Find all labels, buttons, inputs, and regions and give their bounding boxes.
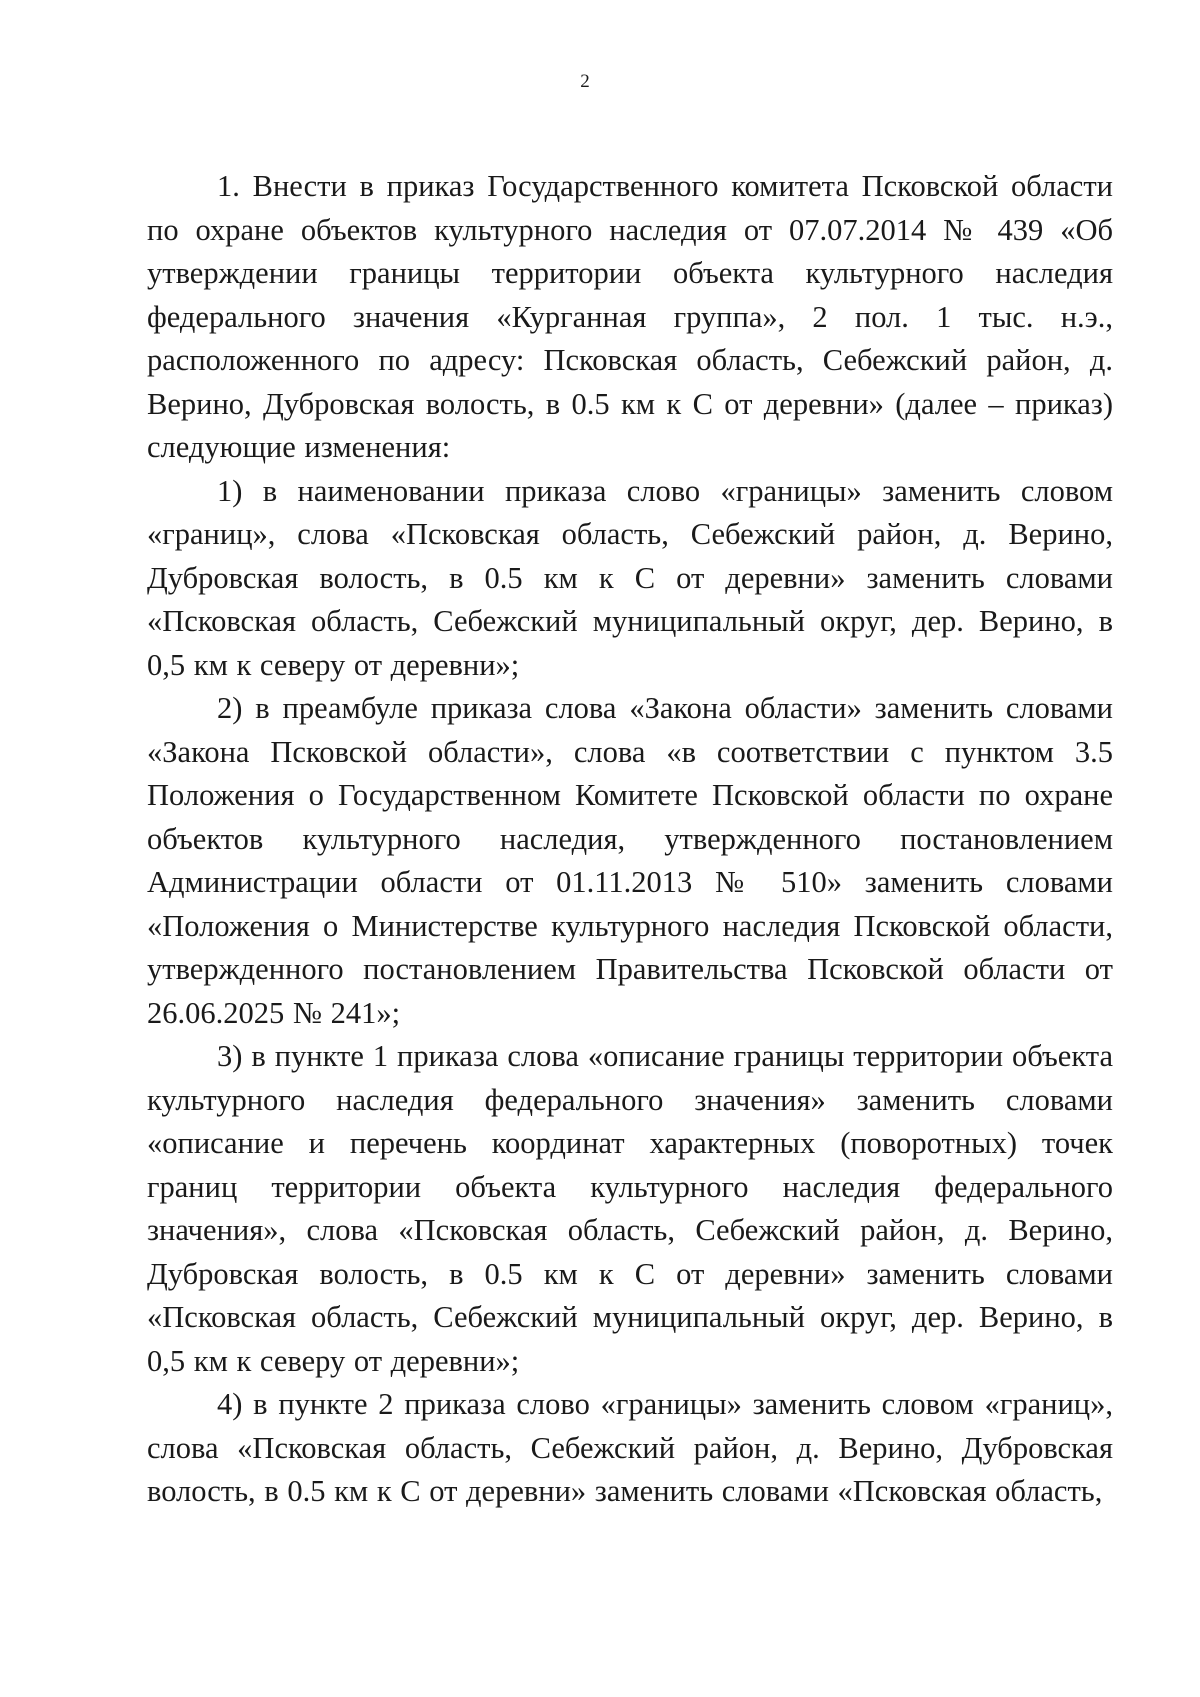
paragraph-subitem-1: 1) в наименовании приказа слово «границы» заменить словом «границ», слова «Псковская область, Себежский район, д. Верино, Дубровская волость, в 0.5 км к С от деревни» заменить словами «Псковская область, Себежский муниципальный округ, дер. Верино, в 0,5 км к северу от деревни»;	[147, 473, 1113, 682]
page-number: 2	[580, 71, 590, 92]
paragraph-subitem-3: 3) в пункте 1 приказа слова «описание границы территории объекта культурного наследия федерального значения» заменить словами «описание и перечень координат характерных (поворотных) точек границ территории объекта культурного наследия федерального значения», слова «Псковская область, Себежский район, д. Верино, Дубровская волость, в 0.5 км к С от деревни» заменить словами «Псковская область, Себежский муниципальный округ, дер. Верино, в 0,5 км к северу от деревни»;	[147, 1039, 1113, 1378]
paragraph-subitem-2: 2) в преамбуле приказа слова «Закона области» заменить словами «Закона Псковской области», слова «в соответствии с пунктом 3.5 Положения о Государственном Комитете Псковской области по охране объектов культурного наследия, утвержденного постановлением Администрации области от 01.11.2013 № 510» заменить словами «Положения о Министерстве культурного наследия Псковской области, утвержденного постановлением Правительства Псковской области от 26.06.2025 № 241»;	[147, 691, 1113, 1030]
paragraph-subitem-4: 4) в пункте 2 приказа слово «границы» заменить словом «границ», слова «Псковская область, Себежский район, д. Верино, Дубровская волость, в 0.5 км к С от деревни» заменить словами «Псковская область,	[147, 1387, 1113, 1508]
paragraph-item-1: 1. Внести в приказ Государственного комитета Псковской области по охране объектов культурного наследия от 07.07.2014 № 439 «Об утверждении границы территории объекта культурного наследия федерального значения «Курганная группа», 2 пол. 1 тыс. н.э., расположенного по адресу: Псковская область, Себежский район, д. Верино, Дубровская волость, в 0.5 км к С от деревни» (далее – приказ) следующие изменения:	[147, 169, 1113, 464]
document-body	[147, 165, 1113, 1514]
